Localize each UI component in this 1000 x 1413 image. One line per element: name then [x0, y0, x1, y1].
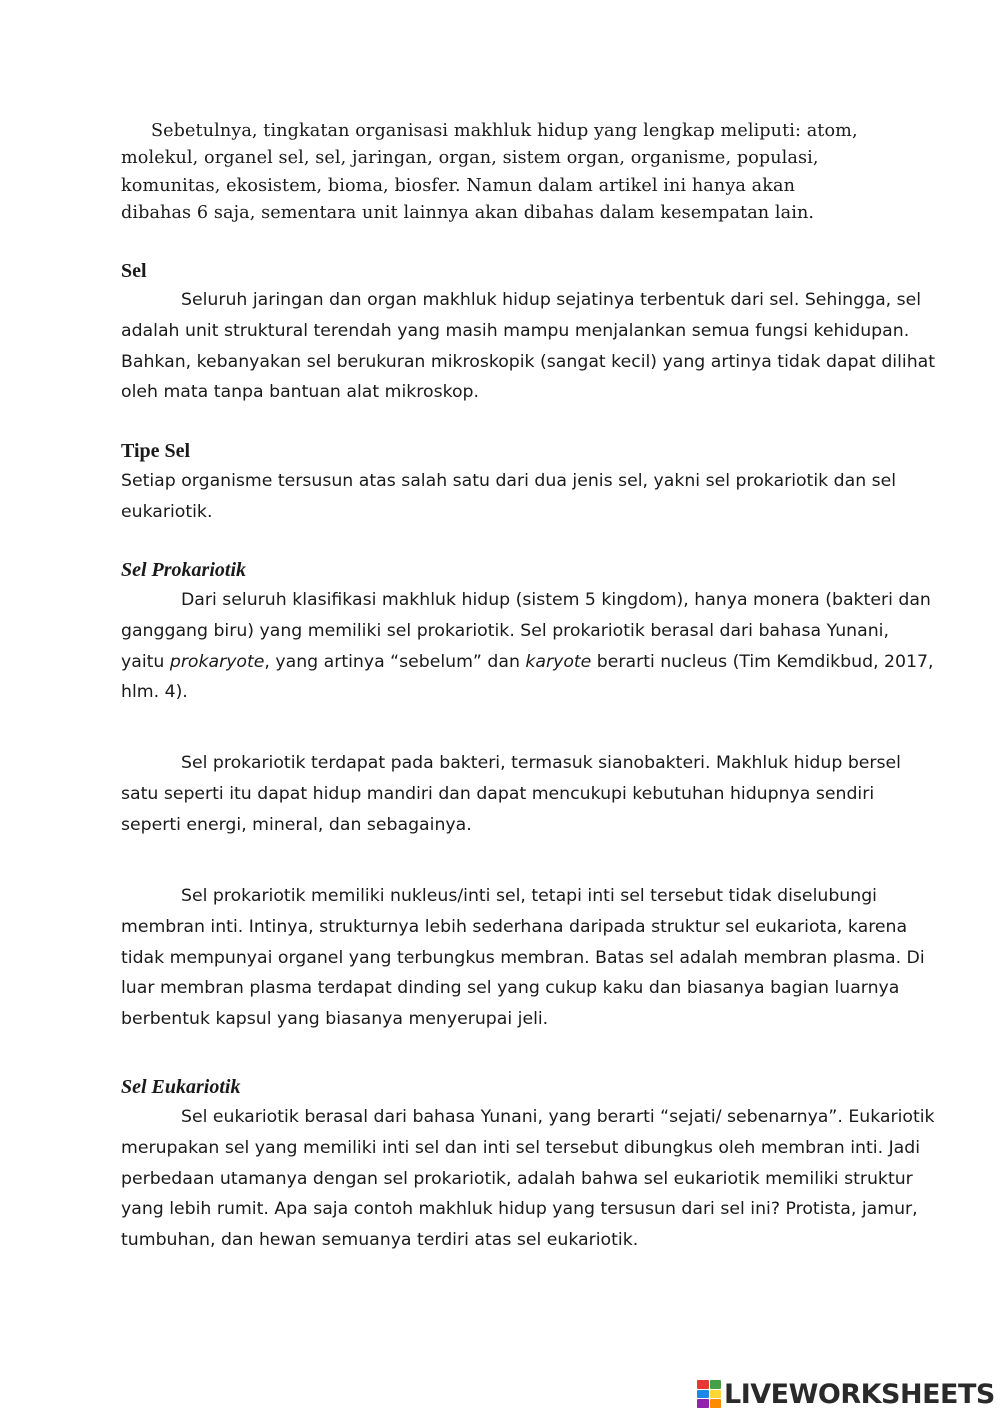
prokariotik-line: tidak mempunyai organel yang terbungkus membran. Batas sel adalah membran plasma. Di	[121, 947, 925, 968]
eukariotik-paragraph	[121, 1102, 951, 1256]
prokariotik-line: Dari seluruh klasifikasi makhluk hidup (sistem 5 kingdom), hanya monera (bakteri dan	[181, 590, 931, 610]
brand-name: LIVEWORKSHEETS	[724, 1378, 995, 1410]
prokariotik-line: luar membran plasma terdapat dinding sel yang cukup kaku dan biasanya bagian luarnya	[121, 978, 900, 999]
logo-block	[697, 1399, 709, 1408]
sel-line: adalah unit struktural terendah yang masih mampu menjalankan semua fungsi kehidupan.	[121, 320, 910, 341]
intro-line: Sebetulnya, tingkatan organisasi makhluk hidup yang lengkap meliputi: atom,	[151, 121, 858, 141]
prokariotik-line: ganggang biru) yang memiliki sel prokariotik. Sel prokariotik berasal dari bahasa Yunani,	[121, 620, 889, 641]
heading-sel-prokariotik: Sel Prokariotik	[121, 559, 247, 581]
text-run: yaitu	[121, 651, 170, 672]
tipe-sel-line: Setiap organisme tersusun atas salah satu dari dua jenis sel, yakni sel prokariotik dan sel	[121, 471, 897, 491]
prokariotik-line: berbentuk kapsul yang biasanya menyerupai jeli.	[121, 1009, 549, 1030]
heading-sel-eukariotik: Sel Eukariotik	[121, 1076, 241, 1098]
prokariotik-line: hlm. 4).	[121, 682, 188, 703]
heading-tipe-sel: Tipe Sel	[121, 440, 191, 462]
prokariotik-line: Sel prokariotik memiliki nukleus/inti sel, tetapi inti sel tersebut tidak diselubungi	[181, 886, 877, 906]
eukariotik-line: Sel eukariotik berasal dari bahasa Yunani, yang berarti “sejati/ sebenarnya”. Eukariotik	[181, 1107, 935, 1127]
logo-block	[697, 1380, 709, 1389]
eukariotik-line: tumbuhan, dan hewan semuanya terdiri atas sel eukariotik.	[121, 1230, 639, 1251]
prokariotik-line: satu seperti itu dapat hidup mandiri dan dapat mencukupi kebutuhan hidupnya sendiri	[121, 783, 875, 804]
prokariotik-paragraph-3	[121, 881, 951, 1035]
intro-paragraph	[121, 118, 951, 227]
sel-line: Seluruh jaringan dan organ makhluk hidup sejatinya terbentuk dari sel. Sehingga, sel	[181, 290, 922, 310]
logo-block	[710, 1380, 722, 1389]
prokariotik-paragraph-2	[121, 748, 951, 840]
eukariotik-line: perbedaan utamanya dengan sel prokariotik, adalah bahwa sel eukariotik memiliki struktur	[121, 1168, 913, 1189]
prokariotik-line: seperti energi, mineral, dan sebagainya.	[121, 814, 472, 835]
tipe-sel-line: eukariotik.	[121, 501, 213, 522]
text-run: , yang artinya “sebelum” dan	[264, 651, 526, 672]
intro-line: komunitas, ekosistem, bioma, biosfer. Namun dalam artikel ini hanya akan	[121, 175, 796, 196]
tipe-sel-paragraph	[121, 466, 951, 528]
intro-line: molekul, organel sel, sel, jaringan, organ, sistem organ, organisme, populasi,	[121, 148, 819, 169]
heading-sel: Sel	[121, 260, 147, 282]
intro-line: dibahas 6 saja, sementara unit lainnya akan dibahas dalam kesempatan lain.	[121, 202, 815, 223]
sel-paragraph	[121, 285, 951, 408]
logo-block	[697, 1390, 709, 1399]
eukariotik-line: yang lebih rumit. Apa saja contoh makhluk hidup yang tersusun dari sel ini? Protista, jamur,	[121, 1199, 918, 1220]
prokariotik-paragraph-1	[121, 585, 951, 708]
sel-line: oleh mata tanpa bantuan alat mikroskop.	[121, 382, 480, 403]
eukariotik-line: merupakan sel yang memiliki inti sel dan inti sel tersebut dibungkus oleh membran inti. Jadi	[121, 1137, 921, 1158]
prokariotik-line: membran inti. Intinya, strukturnya lebih sederhana daripada struktur sel eukariota, karena	[121, 916, 908, 937]
term-prokaryote: prokaryote	[169, 651, 265, 672]
logo-block	[710, 1399, 722, 1408]
term-karyote: karyote	[525, 651, 592, 672]
text-run: berarti nucleus (Tim Kemdikbud, 2017,	[591, 651, 934, 672]
prokariotik-line: Sel prokariotik terdapat pada bakteri, termasuk sianobakteri. Makhluk hidup bersel	[181, 753, 901, 773]
liveworksheets-brand[interactable]	[697, 1377, 995, 1411]
liveworksheets-logo-icon	[697, 1380, 721, 1408]
prokariotik-line	[121, 647, 951, 678]
logo-block	[710, 1390, 722, 1399]
sel-line: Bahkan, kebanyakan sel berukuran mikroskopik (sangat kecil) yang artinya tidak dapat dilihat	[121, 351, 936, 372]
